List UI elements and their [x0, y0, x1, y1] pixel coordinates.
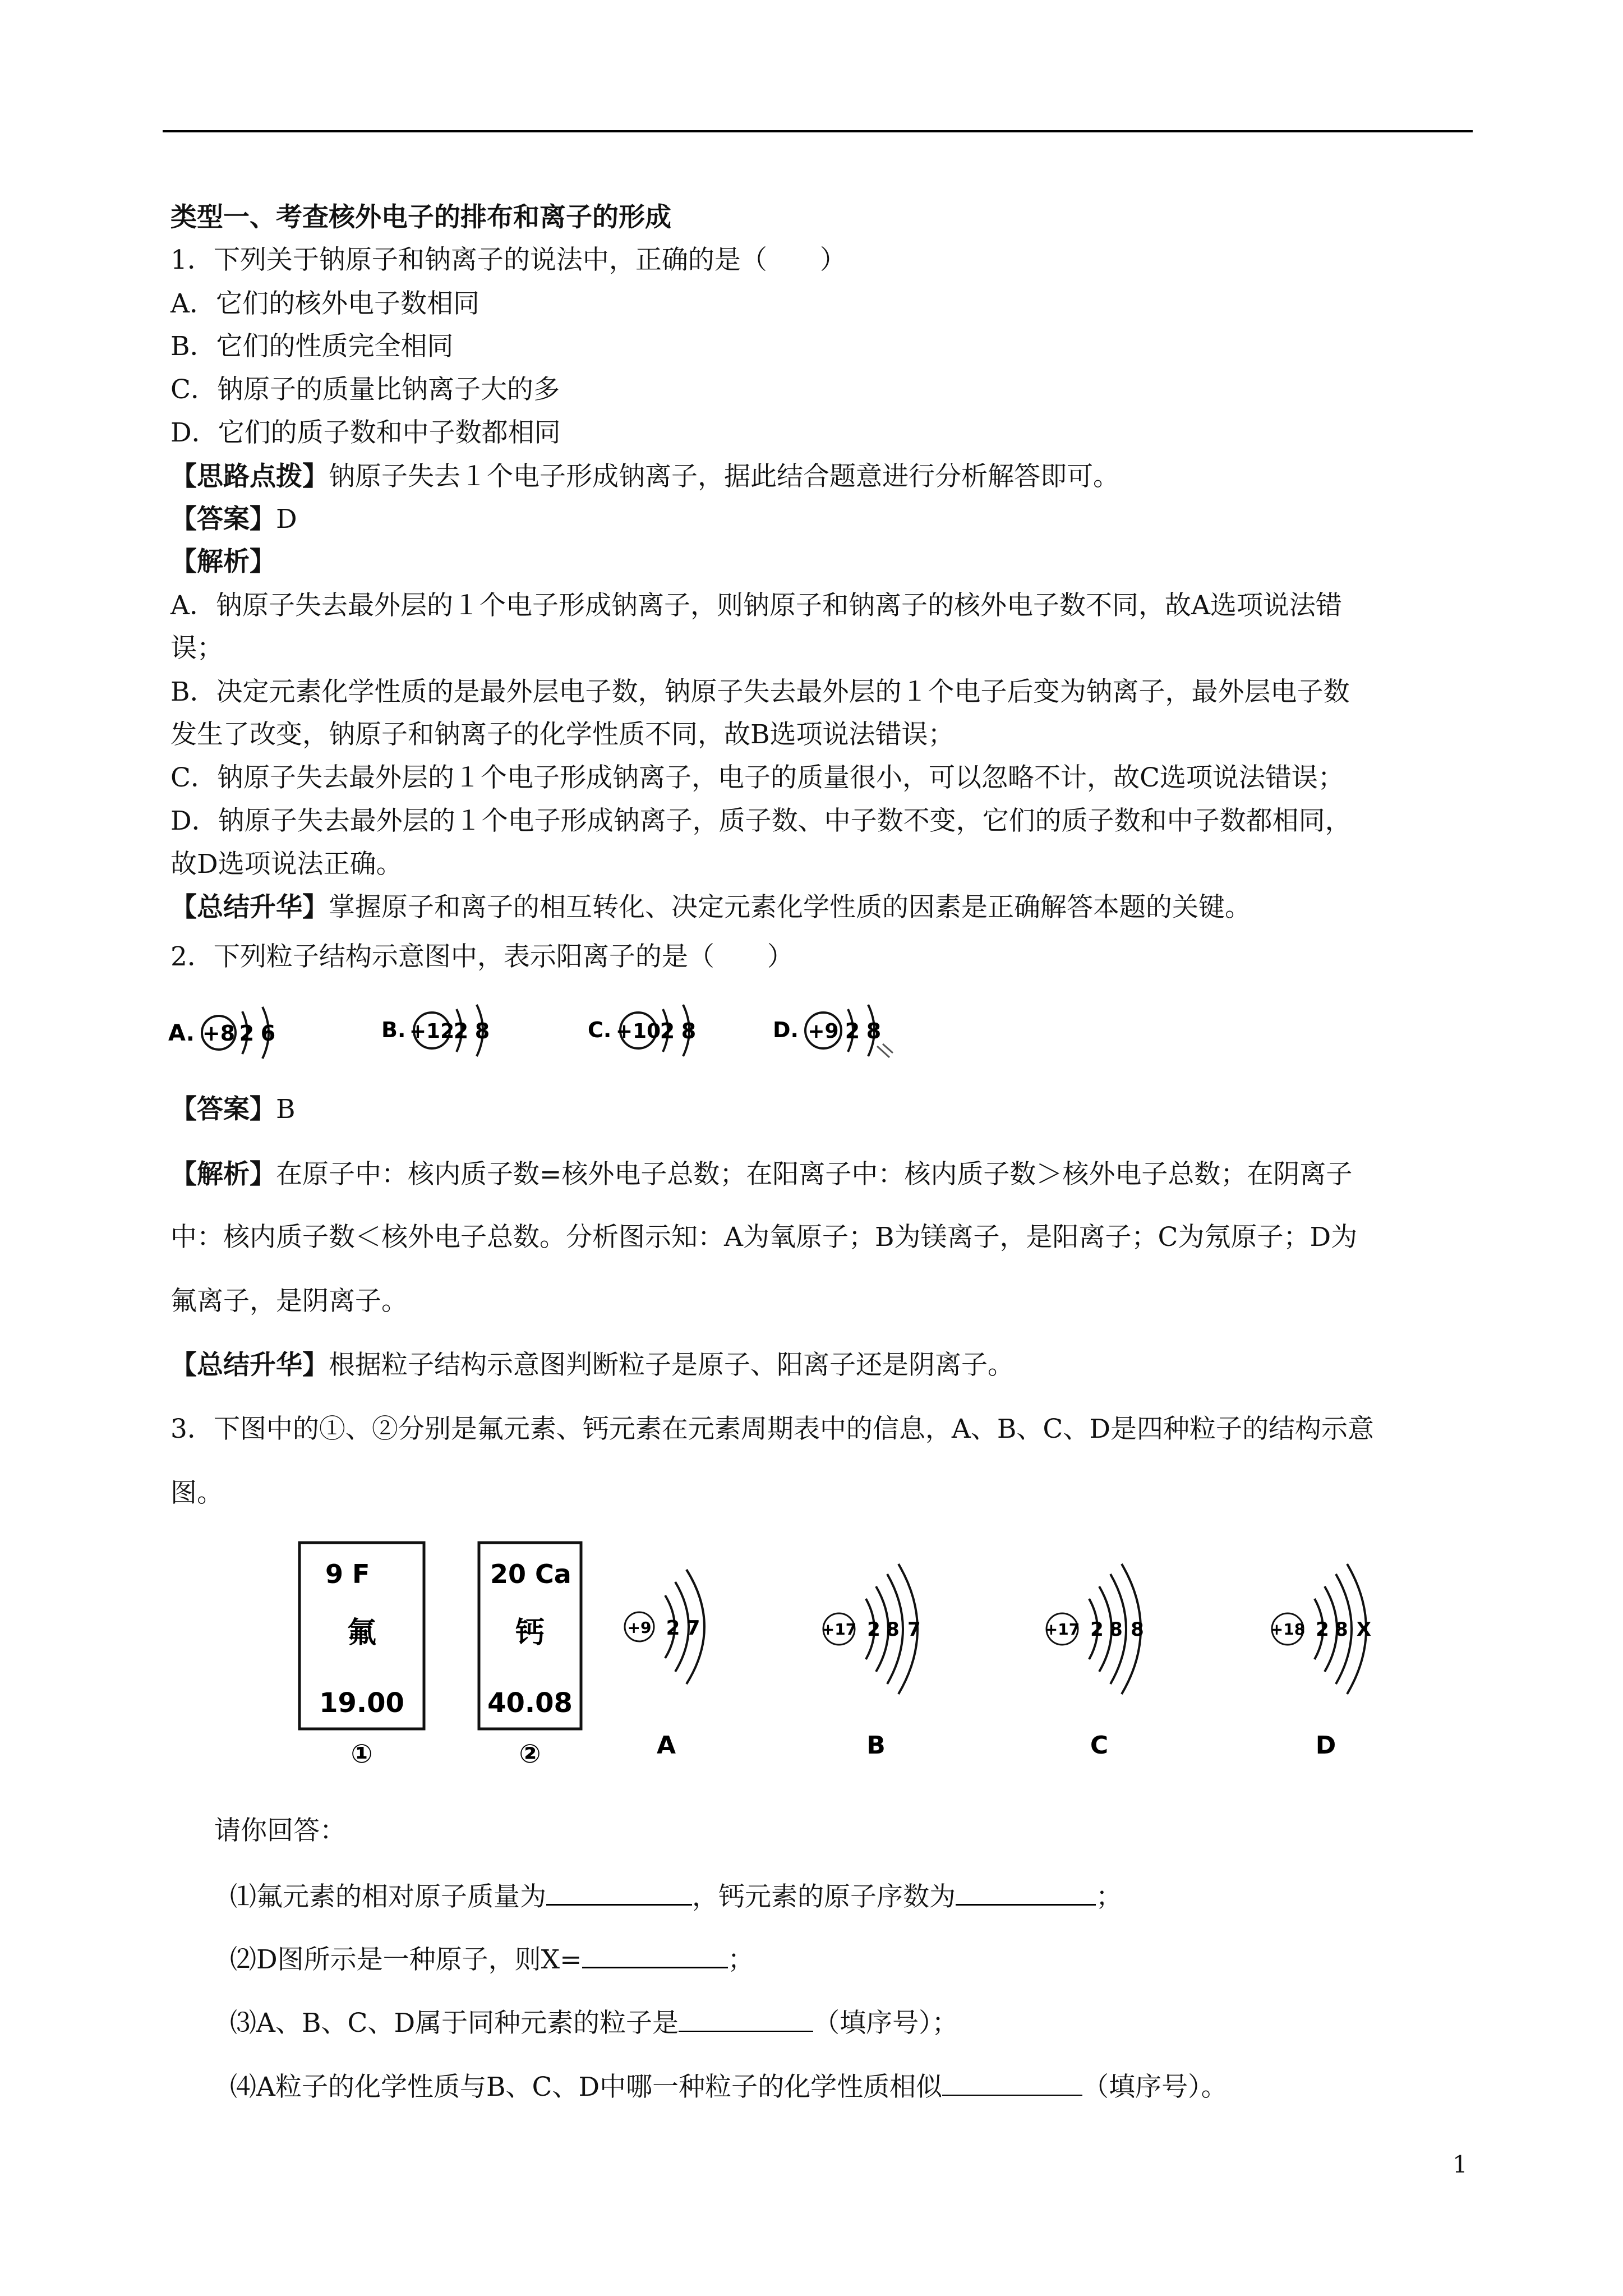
q3-caption: A — [656, 1731, 676, 1760]
cell-mass: 40.08 — [487, 1687, 573, 1719]
q2-stem: 2．下列粒子结构示意图中，表示阳离子的是（ ） — [170, 941, 794, 972]
q3-sub2-text: ⑵D图所示是一种原子，则X= — [230, 1944, 582, 1975]
q3-sub1-text: ，钙元素的原子序数为 — [692, 1881, 956, 1912]
q2-shell-count: 2 — [453, 1019, 469, 1043]
q3-sub1 — [230, 1878, 1122, 1914]
answer-blank[interactable] — [582, 1941, 728, 1968]
q3-sub3-text: （填序号）； — [813, 2008, 958, 2039]
q3-caption: D — [1315, 1731, 1336, 1760]
answer-blank[interactable] — [679, 2005, 813, 2032]
q2-shell-count: 8 — [681, 1019, 697, 1043]
q3-shell-count: 2 — [867, 1618, 880, 1641]
q3-sub1-text: ⑴氟元素的相对原子质量为 — [230, 1881, 546, 1912]
q2-answer-label: 【答案】 — [170, 1094, 276, 1125]
q3-diagram-b — [814, 1559, 960, 1775]
q2-nucleus: +10 — [615, 1020, 661, 1043]
q3-sub3-text: ⑶A、B、C、D属于同种元素的粒子是 — [230, 2008, 679, 2039]
q2-diagram-c — [588, 1001, 734, 1065]
q1-analysis-line: C．钠原子失去最外层的１个电子形成钠离子，电子的质量很小，可以忽略不计，故C选项说法错误； — [170, 762, 1344, 793]
q2-summary — [170, 1349, 1014, 1382]
q3-shell-count: 8 — [1131, 1618, 1144, 1641]
q1-answer-label: 【答案】 — [170, 504, 276, 535]
q1-stem: 1．下列关于钠原子和钠离子的说法中，正确的是（ ） — [170, 245, 846, 275]
q1-option-a: A．它们的核外电子数相同 — [170, 288, 479, 319]
q2-nucleus: +9 — [808, 1020, 839, 1043]
q2-diagram-a — [168, 1001, 314, 1065]
answer-blank[interactable] — [942, 2069, 1082, 2096]
q1-hint-text: 钠原子失去１个电子形成钠离子，据此结合题意进行分析解答即可。 — [329, 461, 1119, 492]
q2-diagram-b — [381, 1001, 527, 1065]
q3-shell-count: 2 — [666, 1617, 680, 1640]
q1-analysis-line: 发生了改变，钠原子和钠离子的化学性质不同，故B选项说法错误； — [170, 719, 955, 750]
q2-diagram-d — [773, 1001, 919, 1065]
answer-blank[interactable] — [956, 1878, 1096, 1906]
q1-analysis-line: D．钠原子失去最外层的１个电子形成钠离子，质子数、中子数不变，它们的质子数和中子数都相同， — [170, 806, 1352, 836]
q2-shell-count: 6 — [260, 1021, 276, 1046]
q1-answer — [170, 503, 297, 536]
q3-stem-line: 图。 — [170, 1478, 223, 1508]
q3-diagram-a — [617, 1559, 751, 1775]
q1-answer-value: D — [276, 504, 297, 535]
q3-shell-count: 2 — [1316, 1618, 1329, 1641]
q3-caption: B — [866, 1731, 886, 1760]
q1-summary — [170, 891, 1251, 924]
cell-caption: ① — [351, 1738, 373, 1769]
q3-sub2 — [230, 1941, 754, 1977]
q1-summary-label: 【总结升华】 — [170, 892, 329, 923]
answer-blank[interactable] — [546, 1878, 692, 1906]
q2-summary-label: 【总结升华】 — [170, 1350, 329, 1381]
q2-nucleus: +8 — [202, 1021, 236, 1046]
q3-shell-count: 7 — [686, 1617, 700, 1640]
periodic-cell-fluorine — [292, 1537, 432, 1775]
q1-hint-label: 【思路点拨】 — [170, 461, 329, 492]
q2-shell-count: 2 — [845, 1019, 860, 1043]
q3-caption: C — [1090, 1731, 1109, 1760]
q3-nucleus: +9 — [627, 1618, 652, 1637]
q1-analysis-line: 故D选项说法正确。 — [170, 849, 403, 880]
header-rule — [163, 130, 1473, 132]
q1-analysis-line: A．钠原子失去最外层的１个电子形成钠离子，则钠原子和钠离子的核外电子数不同，故A选项说法错 — [170, 590, 1342, 621]
q2-summary-text: 根据粒子结构示意图判断粒子是原子、阳离子还是阴离子。 — [329, 1350, 1014, 1381]
q1-analysis-label: 【解析】 — [170, 546, 276, 577]
q2-analysis-line: 中：核内质子数＜核外电子总数。分析图示知：A为氧原子；B为镁离子，是阳离子；C为氖原子；D为 — [170, 1222, 1358, 1253]
q1-analysis-line: 误； — [170, 633, 223, 664]
cell-symbol: 20 Ca — [490, 1559, 571, 1589]
q1-option-d: D．它们的质子数和中子数都相同 — [170, 417, 561, 448]
q3-sub2-text: ； — [727, 1944, 754, 1975]
q3-sub1-text: ； — [1096, 1881, 1122, 1912]
page-number: 1 — [1453, 2151, 1468, 2178]
q3-shell-count: 8 — [886, 1618, 900, 1641]
q3-nucleus: +18 — [1270, 1620, 1306, 1639]
cell-name: 氟 — [347, 1616, 377, 1650]
section-title: 类型一、考查核外电子的排布和离子的形成 — [170, 202, 671, 233]
q2-shell-count: 8 — [474, 1019, 490, 1043]
q2-diagram-label: D. — [773, 1018, 799, 1042]
q2-answer — [170, 1093, 296, 1126]
q3-stem-line: 3．下图中的①、②分别是氟元素、钙元素在元素周期表中的信息，A、B、C、D是四种粒子的结构示意 — [170, 1414, 1375, 1444]
q3-sub4-text: （填序号）。 — [1082, 2072, 1228, 2102]
q1-analysis-line: B．决定元素化学性质的是最外层电子数，钠原子失去最外层的１个电子后变为钠离子，最外层电子数 — [170, 677, 1350, 707]
q1-summary-text: 掌握原子和离子的相互转化、决定元素化学性质的因素是正确解答本题的关键。 — [329, 892, 1251, 923]
q3-shell-count: 7 — [907, 1618, 921, 1641]
cell-name: 钙 — [515, 1616, 545, 1650]
q2-answer-value: B — [276, 1094, 296, 1125]
q3-shell-count: 2 — [1090, 1618, 1104, 1641]
q2-diagram-label: B. — [381, 1018, 406, 1042]
q3-sub4 — [230, 2069, 1228, 2104]
q3-shell-count: 8 — [1109, 1618, 1123, 1641]
q2-diagram-label: A. — [168, 1020, 195, 1046]
q3-diagram-d — [1263, 1559, 1414, 1775]
q3-shell-count: 8 — [1335, 1618, 1348, 1641]
cell-mass: 19.00 — [319, 1687, 404, 1719]
q2-shell-count: 2 — [660, 1019, 675, 1043]
q2-analysis-text: 在原子中：核内质子数=核外电子总数；在阳离子中：核内质子数＞核外电子总数；在阴离子 — [276, 1159, 1353, 1190]
periodic-cell-calcium — [471, 1537, 611, 1775]
q3-prompt: 请你回答： — [214, 1815, 346, 1846]
q1-hint — [170, 460, 1119, 494]
q2-analysis-line — [170, 1158, 1352, 1191]
q3-diagram-c — [1038, 1559, 1183, 1775]
q1-option-b: B．它们的性质完全相同 — [170, 331, 454, 362]
q2-shell-count: 2 — [239, 1021, 255, 1046]
q2-diagram-label: C. — [588, 1018, 612, 1042]
q2-shell-count: 8 — [866, 1019, 882, 1043]
q3-nucleus: +17 — [821, 1620, 857, 1639]
q3-sub3 — [230, 2005, 958, 2040]
q3-nucleus: +17 — [1044, 1620, 1080, 1639]
cell-caption: ② — [519, 1738, 541, 1769]
q1-option-c: C．钠原子的质量比钠离子大的多 — [170, 374, 560, 405]
q2-nucleus: +12 — [409, 1020, 455, 1043]
q2-analysis-line: 氟离子，是阴离子。 — [170, 1286, 408, 1317]
q3-sub4-text: ⑷A粒子的化学性质与B、C、D中哪一种粒子的化学性质相似 — [230, 2072, 943, 2102]
cell-symbol: 9 F — [325, 1559, 370, 1589]
q3-shell-count: X — [1356, 1618, 1372, 1641]
q2-analysis-label: 【解析】 — [170, 1159, 276, 1190]
